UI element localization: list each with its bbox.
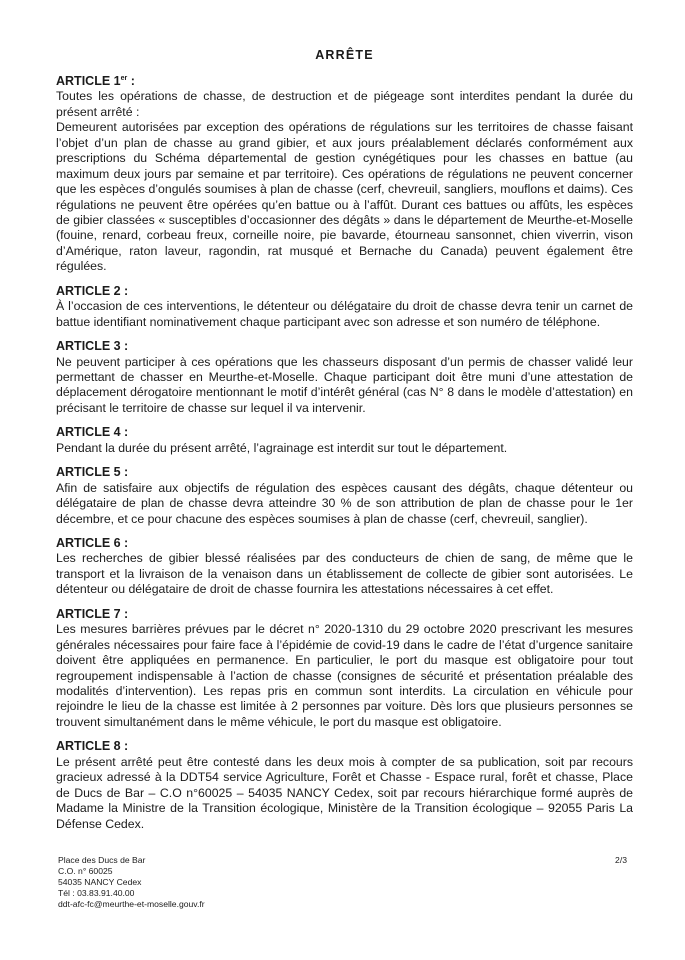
article-heading — [56, 339, 633, 354]
footer-line: 54035 NANCY Cedex — [58, 877, 142, 887]
article-heading — [56, 425, 633, 440]
article-paragraph: Pendant la durée du présent arrêté, l’agrainage est interdit sur tout le département. — [56, 440, 508, 455]
article-heading-text: ARTICLE 8 : — [56, 739, 129, 754]
article-8 — [56, 739, 633, 832]
article-heading-text: ARTICLE 4 : — [56, 425, 129, 440]
article-heading — [56, 607, 633, 622]
footer-line: C.O. n° 60025 — [58, 866, 113, 876]
article-heading — [56, 536, 633, 551]
article-paragraph: Ne peuvent participer à ces opérations que les chasseurs disposant d’un permis de chasser validé leur permettant de chasser en Meurthe-et-Moselle. Chaque participant doit être muni d’une attestation de déplacement dérogatoire mentionnant le motif d’intérêt général (cas N° 8 dans le modèle d’attestation) en précisant le territoire de chasse sur lequel il va intervenir. — [56, 354, 633, 415]
article-heading — [56, 739, 633, 754]
article-heading-text: ARTICLE 7 : — [56, 606, 129, 621]
footer-line: Tél : 03.83.91.40.00 — [58, 888, 135, 898]
page-number: 2/3 — [615, 855, 627, 865]
article-paragraph: Toutes les opérations de chasse, de destruction et de piégeage sont interdites pendant la durée du présent arrêté : — [56, 89, 633, 119]
article-heading-suffix: : — [127, 74, 135, 88]
article-paragraph: À l’occasion de ces interventions, le détenteur ou délégataire du droit de chasse devra tenir un carnet de battue identifiant nominativement chaque participant avec son adresse et son numéro de téléphone. — [56, 299, 633, 329]
article-6 — [56, 536, 633, 598]
articles-container — [56, 74, 633, 832]
footer-line: Place des Ducs de Bar — [58, 855, 146, 865]
article-heading-text: ARTICLE 6 : — [56, 536, 129, 550]
article-heading — [56, 74, 633, 89]
footer-address — [58, 855, 205, 910]
article-3 — [56, 339, 633, 416]
article-paragraph: Les recherches de gibier blessé réalisées par des conducteurs de chien de sang, de même que le transport et la livraison de la venaison dans un établissement de collecte de gibier sont autorisées. Le détenteur ou délégataire de droit de chasse fournira les attestations nécessaires à cet effet. — [56, 551, 633, 597]
article-paragraph: Demeurent autorisées par exception des opérations de régulations sur les territoires de chasse faisant l’objet d’un plan de chasse au grand gibier, et aux jours préalablement déclarés conformément aux prescriptions du Schéma départemental de gestion cynégétiques pour les chasses en battue (au maximum deux jours par semaine et par territoire). Ces opérations de régulations ne peuvent concerner que les espèces d’ongulés soumises à plan de chasse (cerf, chevreuil, sangliers, mouflons et daims). Ces régulations ne peuvent être opérées qu’en battue ou à l’affût. Durant ces battues ou affûts, les espèces de gibier classées « susceptibles d’occasionner des dégâts » dans le département de Meurthe-et-Moselle (fouine, renard, corbeau freux, corneille noire, pie bavarde, étourneau sansonnet, chien viverrin, vison d’Amérique, raton laveur, ragondin, rat musqué et Bernache du Canada) peuvent également être régulées. — [56, 120, 633, 274]
article-heading-superscript: er — [120, 75, 128, 82]
article-paragraph: Afin de satisfaire aux objectifs de régulation des espèces causant des dégâts, chaque détenteur ou délégataire de plan de chasse devra atteindre 30 % de son attribution de plan de chasse pour le 1er décembre, et ce pour chacune des espèces soumises à plan de chasse (cerf, chevreuil, sanglier). — [56, 480, 633, 526]
article-7 — [56, 607, 633, 731]
article-heading — [56, 284, 633, 299]
article-5 — [56, 465, 633, 527]
document-title: ARRÊTE — [315, 48, 374, 62]
article-heading — [56, 465, 633, 480]
article-heading-text: ARTICLE 5 : — [56, 465, 129, 480]
article-heading-text: ARTICLE 2 : — [56, 283, 129, 298]
article-1 — [56, 74, 633, 275]
article-heading-text: ARTICLE 3 : — [56, 339, 129, 354]
article-heading-text: ARTICLE 1 — [56, 74, 121, 88]
article-2 — [56, 284, 633, 330]
article-4 — [56, 425, 633, 456]
article-paragraph: Le présent arrêté peut être contesté dans les deux mois à compter de sa publication, soit par recours gracieux adressé à la DDT54 service Agriculture, Forêt et Chasse - Espace rural, forêt et chasse, Place de Ducs de Bar – C.O n°60025 – 54035 NANCY Cedex, soit par recours hiérarchique formé auprès de Madame la Ministre de la Transition écologique, Ministère de la Transition écologique – 92055 Paris La Défense Cedex. — [56, 754, 633, 831]
article-paragraph: Les mesures barrières prévues par le décret n° 2020-1310 du 29 octobre 2020 prescrivant les mesures générales nécessaires pour faire face à l’épidémie de covid-19 dans le cadre de l’état d’urgence sanitaire doivent être appliquées en permanence. En particulier, le port du masque est obligatoire pour tout regroupement indispensable à l’action de chasse (consignes de sécurité et présentation préalable des modalités d’intervention). Les repas pris en commun sont interdits. La circulation en véhicule pour rejoindre le lieu de la chasse est limitée à 2 personnes par voiture. Dès lors que plusieurs personnes se trouvent simultanément dans le même véhicule, le port du masque est obligatoire. — [56, 622, 633, 729]
footer-email-link[interactable]: ddt-afc-fc@meurthe-et-moselle.gouv.fr — [58, 899, 205, 909]
